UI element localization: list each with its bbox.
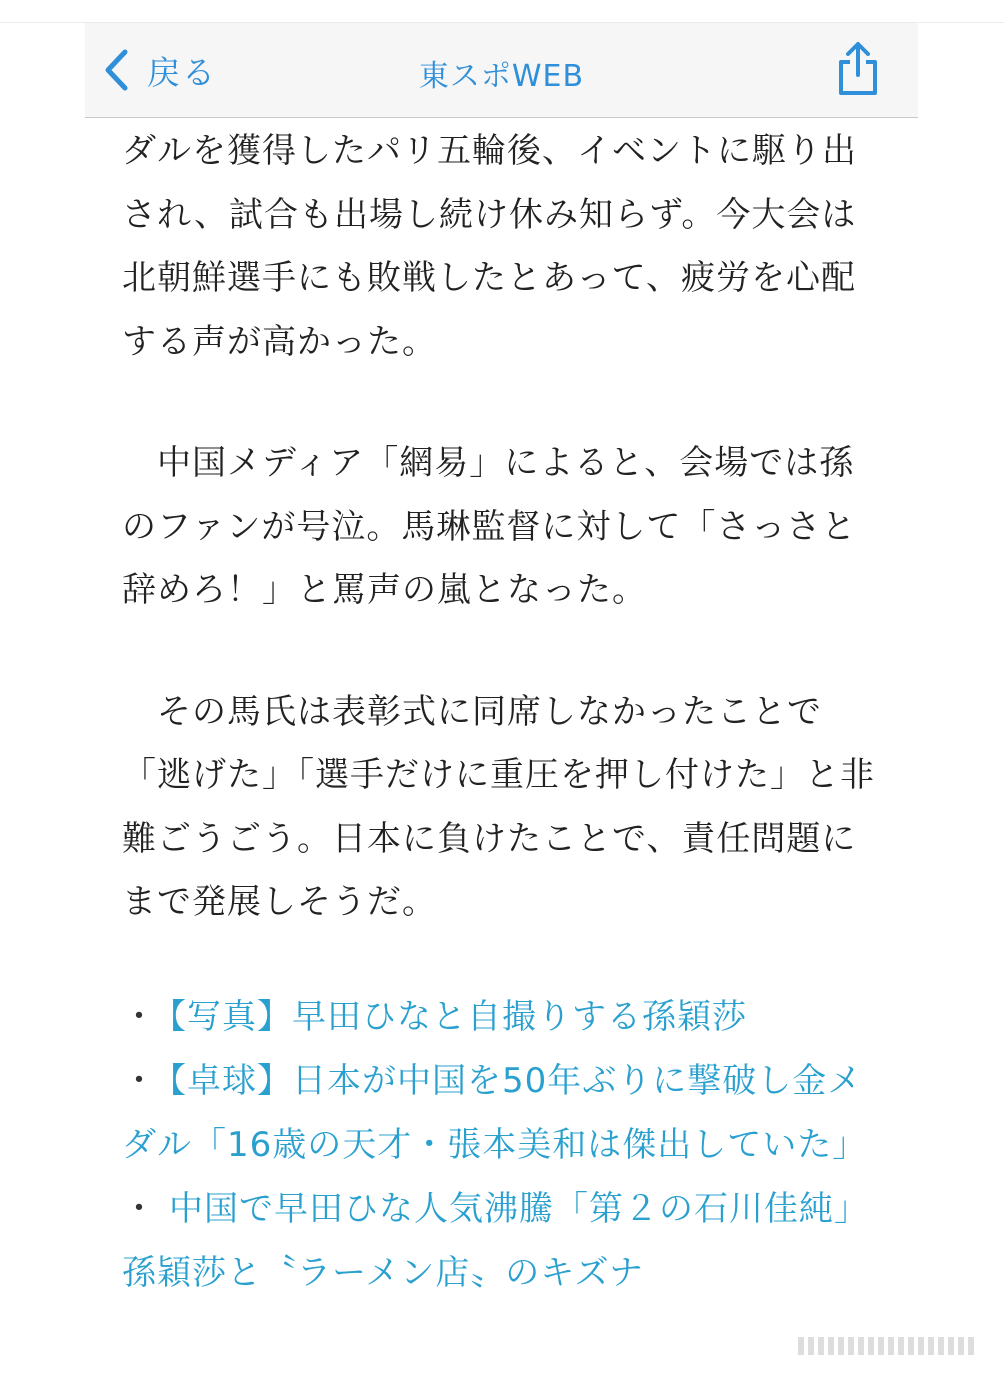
- related-link-item: [122, 985, 882, 1049]
- back-label: 戻る: [147, 52, 217, 92]
- article-paragraph: 中国メディア「網易」によると、会場では孫のファンが号泣。馬琳監督に対して「さっさと辞めろ！」と罵声の嵐となった。: [122, 443, 857, 610]
- article-body: [122, 120, 882, 935]
- watermark: [798, 1337, 978, 1355]
- related-link[interactable]: 【写真】早田ひなと自撮りする孫穎莎: [169, 997, 747, 1037]
- share-button[interactable]: [833, 41, 883, 97]
- watermark-mark: [798, 1337, 978, 1355]
- bullet: ・: [122, 997, 157, 1037]
- page-title: 東スポWEB: [418, 59, 585, 94]
- related-link[interactable]: 中国で早田ひな人気沸騰「第２の石川佳純」 孫穎莎と〝ラーメン店〟のキズナ: [122, 1189, 869, 1293]
- bullet: ・: [122, 1189, 157, 1229]
- related-link-item: [122, 1177, 882, 1305]
- article-paragraph: ダルを獲得したパリ五輪後、イベントに駆り出され、試合も出場し続け休み知らず。今大会は北朝鮮選手にも敗戦したとあって、疲労を心配する声が高かった。: [122, 131, 857, 362]
- related-link-item: [122, 1049, 882, 1177]
- navigation-bar: [85, 23, 918, 118]
- related-link[interactable]: 【卓球】日本が中国を50年ぶりに撃破し金メダル「16歳の天才・張本美和は傑出していた」: [122, 1061, 868, 1165]
- share-icon: [833, 82, 883, 101]
- article-paragraph: その馬氏は表彰式に同席しなかったことで「逃げた」「選手だけに重圧を押し付けた」と非難ごうごう。日本に負けたことで、責任問題にまで発展しそうだ。: [122, 691, 875, 922]
- bullet: ・: [122, 1061, 157, 1101]
- related-links: [122, 985, 882, 1305]
